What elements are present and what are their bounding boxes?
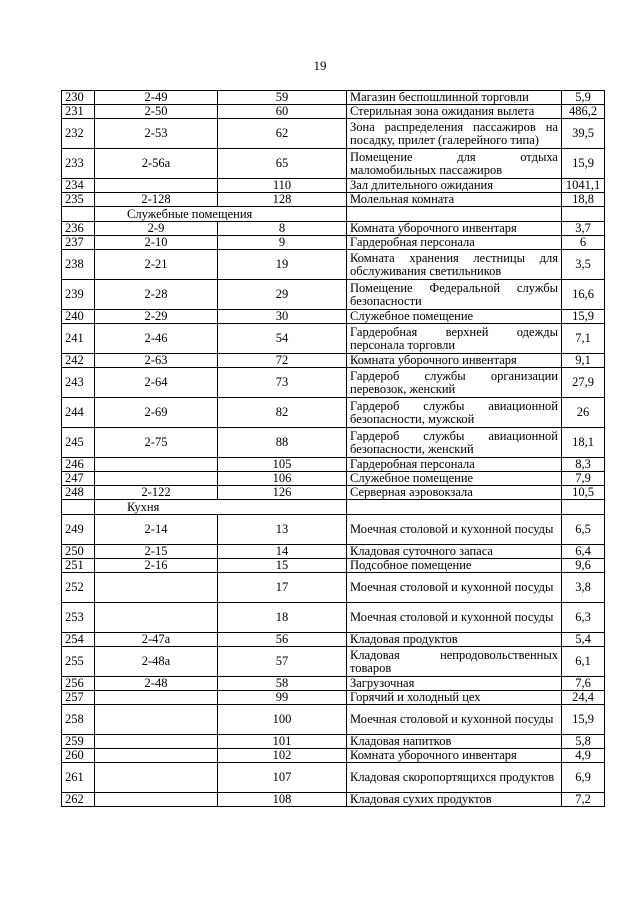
- area-cell: 6: [562, 236, 605, 250]
- table-row: [62, 691, 605, 705]
- area-cell: 4,9: [562, 749, 605, 763]
- room-number-cell: 13: [218, 515, 347, 545]
- table-row: [62, 91, 605, 105]
- room-number-cell: 126: [218, 486, 347, 500]
- area-cell: 3,7: [562, 222, 605, 236]
- room-name-cell: Комната уборочного инвентаря: [347, 222, 562, 236]
- table-row: [62, 573, 605, 603]
- plan-code-cell: [95, 603, 218, 633]
- row-number-cell: 234: [62, 179, 95, 193]
- table-row: [62, 398, 605, 428]
- area-cell: 1041,1: [562, 179, 605, 193]
- row-number-cell: 250: [62, 545, 95, 559]
- table-row: [62, 354, 605, 368]
- room-name-cell: Кладовая суточного запаса: [347, 545, 562, 559]
- room-name-cell: Моечная столовой и кухонной посуды: [347, 515, 562, 545]
- row-number-cell: 246: [62, 458, 95, 472]
- plan-code-cell: 2-64: [95, 368, 218, 398]
- room-number-cell: 30: [218, 310, 347, 324]
- room-name-cell: Комната уборочного инвентаря: [347, 749, 562, 763]
- plan-code-cell: [95, 705, 218, 735]
- room-number-cell: 106: [218, 472, 347, 486]
- room-name-cell: Гардеробная персонала: [347, 458, 562, 472]
- table-row: [62, 458, 605, 472]
- room-number-cell: 100: [218, 705, 347, 735]
- room-number-cell: 128: [218, 193, 347, 207]
- room-number-cell: 101: [218, 735, 347, 749]
- area-cell: 15,9: [562, 705, 605, 735]
- area-cell: 15,9: [562, 310, 605, 324]
- room-name-cell: Кладовая напитков: [347, 735, 562, 749]
- section-blank-cell: [562, 500, 605, 515]
- room-number-cell: 8: [218, 222, 347, 236]
- area-cell: 16,6: [562, 280, 605, 310]
- plan-code-cell: 2-21: [95, 250, 218, 280]
- room-number-cell: 60: [218, 105, 347, 119]
- row-number-cell: 253: [62, 603, 95, 633]
- row-number-cell: 232: [62, 119, 95, 149]
- room-name-cell: Подсобное помещение: [347, 559, 562, 573]
- room-name-cell: Моечная столовой и кухонной посуды: [347, 705, 562, 735]
- area-cell: 6,3: [562, 603, 605, 633]
- area-cell: 39,5: [562, 119, 605, 149]
- row-number-cell: 262: [62, 793, 95, 807]
- plan-code-cell: [95, 735, 218, 749]
- plan-code-cell: 2-10: [95, 236, 218, 250]
- row-number-cell: 231: [62, 105, 95, 119]
- room-number-cell: 19: [218, 250, 347, 280]
- area-cell: 7,6: [562, 677, 605, 691]
- row-number-cell: 243: [62, 368, 95, 398]
- table-row: [62, 324, 605, 354]
- table-row: [62, 119, 605, 149]
- section-title: Служебные помещения: [95, 207, 347, 222]
- plan-code-cell: 2-48: [95, 677, 218, 691]
- room-number-cell: 15: [218, 559, 347, 573]
- room-name-cell: Гардероб службы авиационной безопасности, мужской: [347, 398, 562, 428]
- section-blank-cell: [347, 500, 562, 515]
- table-row: [62, 310, 605, 324]
- area-cell: 9,6: [562, 559, 605, 573]
- area-cell: 5,8: [562, 735, 605, 749]
- table-row: [62, 179, 605, 193]
- table-row: [62, 280, 605, 310]
- plan-code-cell: 2-16: [95, 559, 218, 573]
- row-number-cell: 261: [62, 763, 95, 793]
- room-name-cell: Серверная аэровокзала: [347, 486, 562, 500]
- area-cell: 5,4: [562, 633, 605, 647]
- row-number-cell: 255: [62, 647, 95, 677]
- row-number-cell: 252: [62, 573, 95, 603]
- room-name-cell: Служебное помещение: [347, 472, 562, 486]
- rooms-table-body: [62, 91, 605, 807]
- room-name-cell: Гардероб службы авиационной безопасности, женский: [347, 428, 562, 458]
- table-row: [62, 545, 605, 559]
- plan-code-cell: [95, 472, 218, 486]
- table-row: [62, 515, 605, 545]
- area-cell: 486,2: [562, 105, 605, 119]
- row-number-cell: 236: [62, 222, 95, 236]
- room-name-cell: Загрузочная: [347, 677, 562, 691]
- area-cell: 6,5: [562, 515, 605, 545]
- plan-code-cell: [95, 179, 218, 193]
- row-number-cell: 257: [62, 691, 95, 705]
- table-row: [62, 793, 605, 807]
- row-number-cell: 237: [62, 236, 95, 250]
- plan-code-cell: 2-48а: [95, 647, 218, 677]
- plan-code-cell: 2-69: [95, 398, 218, 428]
- plan-code-cell: [95, 573, 218, 603]
- section-blank-cell: [62, 207, 95, 222]
- room-number-cell: 56: [218, 633, 347, 647]
- plan-code-cell: 2-56а: [95, 149, 218, 179]
- table-row: [62, 735, 605, 749]
- row-number-cell: 242: [62, 354, 95, 368]
- area-cell: 9,1: [562, 354, 605, 368]
- plan-code-cell: 2-75: [95, 428, 218, 458]
- room-number-cell: 18: [218, 603, 347, 633]
- area-cell: 18,1: [562, 428, 605, 458]
- room-number-cell: 72: [218, 354, 347, 368]
- plan-code-cell: [95, 691, 218, 705]
- section-blank-cell: [62, 500, 95, 515]
- plan-code-cell: [95, 793, 218, 807]
- plan-code-cell: 2-53: [95, 119, 218, 149]
- room-name-cell: Молельная комната: [347, 193, 562, 207]
- room-name-cell: Комната уборочного инвентаря: [347, 354, 562, 368]
- room-number-cell: 73: [218, 368, 347, 398]
- area-cell: 26: [562, 398, 605, 428]
- room-number-cell: 59: [218, 91, 347, 105]
- plan-code-cell: 2-46: [95, 324, 218, 354]
- room-number-cell: 57: [218, 647, 347, 677]
- area-cell: 7,1: [562, 324, 605, 354]
- plan-code-cell: 2-50: [95, 105, 218, 119]
- room-name-cell: Помещение Федеральной службы безопасности: [347, 280, 562, 310]
- area-cell: 24,4: [562, 691, 605, 705]
- row-number-cell: 258: [62, 705, 95, 735]
- room-name-cell: Комната хранения лестницы для обслуживания светильников: [347, 250, 562, 280]
- table-row: [62, 105, 605, 119]
- plan-code-cell: 2-128: [95, 193, 218, 207]
- row-number-cell: 235: [62, 193, 95, 207]
- room-number-cell: 9: [218, 236, 347, 250]
- section-title: Кухня: [95, 500, 347, 515]
- plan-code-cell: 2-47а: [95, 633, 218, 647]
- row-number-cell: 239: [62, 280, 95, 310]
- area-cell: 8,3: [562, 458, 605, 472]
- area-cell: 15,9: [562, 149, 605, 179]
- room-name-cell: Служебное помещение: [347, 310, 562, 324]
- row-number-cell: 256: [62, 677, 95, 691]
- plan-code-cell: 2-14: [95, 515, 218, 545]
- room-name-cell: Стерильная зона ожидания вылета: [347, 105, 562, 119]
- room-name-cell: Моечная столовой и кухонной посуды: [347, 603, 562, 633]
- table-row: [62, 222, 605, 236]
- row-number-cell: 248: [62, 486, 95, 500]
- table-row: [62, 647, 605, 677]
- area-cell: 3,8: [562, 573, 605, 603]
- room-name-cell: Горячий и холодный цех: [347, 691, 562, 705]
- rooms-table: [61, 90, 605, 807]
- room-number-cell: 110: [218, 179, 347, 193]
- area-cell: 27,9: [562, 368, 605, 398]
- row-number-cell: 259: [62, 735, 95, 749]
- room-number-cell: 62: [218, 119, 347, 149]
- area-cell: 7,9: [562, 472, 605, 486]
- room-number-cell: 65: [218, 149, 347, 179]
- room-name-cell: Гардеробная персонала: [347, 236, 562, 250]
- area-cell: 3,5: [562, 250, 605, 280]
- table-row: [62, 633, 605, 647]
- row-number-cell: 233: [62, 149, 95, 179]
- room-number-cell: 107: [218, 763, 347, 793]
- row-number-cell: 240: [62, 310, 95, 324]
- area-cell: 18,8: [562, 193, 605, 207]
- section-blank-cell: [347, 207, 562, 222]
- room-number-cell: 58: [218, 677, 347, 691]
- room-number-cell: 17: [218, 573, 347, 603]
- row-number-cell: 247: [62, 472, 95, 486]
- room-number-cell: 88: [218, 428, 347, 458]
- area-cell: 7,2: [562, 793, 605, 807]
- room-name-cell: Кладовая продуктов: [347, 633, 562, 647]
- plan-code-cell: 2-122: [95, 486, 218, 500]
- room-number-cell: 54: [218, 324, 347, 354]
- plan-code-cell: 2-28: [95, 280, 218, 310]
- plan-code-cell: [95, 749, 218, 763]
- table-row: [62, 368, 605, 398]
- room-number-cell: 102: [218, 749, 347, 763]
- plan-code-cell: 2-49: [95, 91, 218, 105]
- room-number-cell: 14: [218, 545, 347, 559]
- row-number-cell: 244: [62, 398, 95, 428]
- room-number-cell: 108: [218, 793, 347, 807]
- area-cell: 5,9: [562, 91, 605, 105]
- table-row: [62, 763, 605, 793]
- room-number-cell: 82: [218, 398, 347, 428]
- row-number-cell: 238: [62, 250, 95, 280]
- room-number-cell: 105: [218, 458, 347, 472]
- room-name-cell: Зал длительного ожидания: [347, 179, 562, 193]
- section-row: [62, 500, 605, 515]
- table-row: [62, 236, 605, 250]
- room-name-cell: Помещение для отдыха маломобильных пассажиров: [347, 149, 562, 179]
- plan-code-cell: 2-29: [95, 310, 218, 324]
- room-number-cell: 29: [218, 280, 347, 310]
- table-row: [62, 472, 605, 486]
- area-cell: 10,5: [562, 486, 605, 500]
- table-row: [62, 486, 605, 500]
- room-name-cell: Кладовая непродовольственных товаров: [347, 647, 562, 677]
- table-row: [62, 149, 605, 179]
- room-name-cell: Гардероб службы организации перевозок, женский: [347, 368, 562, 398]
- table-row: [62, 603, 605, 633]
- row-number-cell: 245: [62, 428, 95, 458]
- plan-code-cell: [95, 458, 218, 472]
- row-number-cell: 260: [62, 749, 95, 763]
- area-cell: 6,9: [562, 763, 605, 793]
- room-name-cell: Зона распределения пассажиров на посадку, прилет (галерейного типа): [347, 119, 562, 149]
- page-number: 19: [313, 58, 327, 73]
- room-name-cell: Кладовая скоропортящихся продуктов: [347, 763, 562, 793]
- plan-code-cell: 2-63: [95, 354, 218, 368]
- section-blank-cell: [562, 207, 605, 222]
- plan-code-cell: 2-15: [95, 545, 218, 559]
- room-name-cell: Кладовая сухих продуктов: [347, 793, 562, 807]
- room-number-cell: 99: [218, 691, 347, 705]
- table-row: [62, 705, 605, 735]
- plan-code-cell: 2-9: [95, 222, 218, 236]
- room-name-cell: Гардеробная верхней одежды персонала торговли: [347, 324, 562, 354]
- table-row: [62, 749, 605, 763]
- plan-code-cell: [95, 763, 218, 793]
- table-row: [62, 250, 605, 280]
- table-row: [62, 559, 605, 573]
- row-number-cell: 254: [62, 633, 95, 647]
- row-number-cell: 230: [62, 91, 95, 105]
- table-row: [62, 428, 605, 458]
- area-cell: 6,1: [562, 647, 605, 677]
- row-number-cell: 251: [62, 559, 95, 573]
- room-name-cell: Моечная столовой и кухонной посуды: [347, 573, 562, 603]
- table-row: [62, 677, 605, 691]
- row-number-cell: 241: [62, 324, 95, 354]
- section-row: [62, 207, 605, 222]
- area-cell: 6,4: [562, 545, 605, 559]
- room-name-cell: Магазин беспошлинной торговли: [347, 91, 562, 105]
- row-number-cell: 249: [62, 515, 95, 545]
- table-row: [62, 193, 605, 207]
